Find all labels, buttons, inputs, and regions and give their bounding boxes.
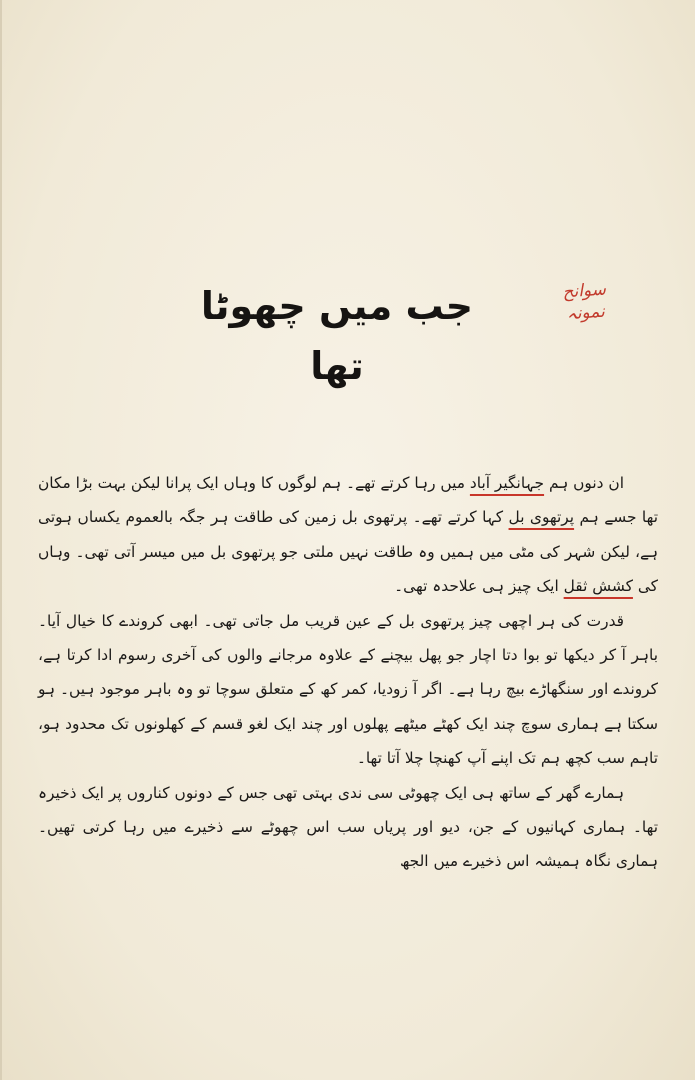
paragraph-1-text: کہا کرتے تھے۔ پرتھوی بل زمین کی طاقت ہر جگہ بالعموم یکساں ہوتی ہے، لیکن شہر کی مٹی میں ہمیں وہ طاقت نہیں ملتی جو پرتھوی بل میں میسر آتی تھی۔ وہاں کی <box>38 508 658 596</box>
underlined-house-name: پرتھوی بل <box>508 508 575 527</box>
margin-annotation: سوانح نمونہ <box>561 279 607 325</box>
page-title: جب میں چھوٹا تھا <box>200 284 474 388</box>
paragraph-1-text: ایک چیز ہی علاحدہ تھی۔ <box>394 577 564 596</box>
paragraph-1 <box>38 466 658 604</box>
paragraph-1-text: ان دنوں ہم <box>544 474 624 492</box>
paragraph-2: قدرت کی ہر اچھی چیز پرتھوی بل کے عین قریب مل جاتی تھی۔ ابھی کروندے کا خیال آیا۔ باہر آ کر دیکھا تو بوا دتا اچار جو پھل بیچنے کے علاوہ مرجانے والوں کی آخری رسوم ادا کرتا ہے، کروندے اور سنگھاڑے بیچ رہا ہے۔ اگر آ زودیا، کمر کھ کے متعلق سوچا تو وہ باہر موجود ہیں۔ ہو سکتا ہے ہماری سوچ چند ایک کھٹے میٹھے پھلوں اور چند ایک لغو قسم کے کھلونوں تک محدود ہو، تاہم سب کچھ ہم تک اپنے آپ کھنچا چلا آتا تھا۔ <box>38 611 658 768</box>
underlined-gravity: کشش ثقل <box>563 577 633 596</box>
underlined-place-name: جہانگیر آباد <box>469 474 545 492</box>
paragraph-1-text: میں رہا کرتے تھے۔ ہم لوگوں کا وہاں ایک پرانا لیکن بہت بڑا مکان تھا جسے ہم <box>38 474 658 527</box>
paragraph-3: ہمارے گھر کے ساتھ ہی ایک چھوٹی سی ندی بہتی تھی جس کے دونوں کناروں پر ایک ذخیرہ تھا۔ ہماری کہانیوں کے جن، دیو اور پریاں سب اس چھوٹے سے ذخیرے میں رہا کرتی تھیں۔ ہماری نگاہ ہمیشہ اس ذخیرے میں الجھ <box>38 783 658 871</box>
body-text <box>38 466 658 879</box>
